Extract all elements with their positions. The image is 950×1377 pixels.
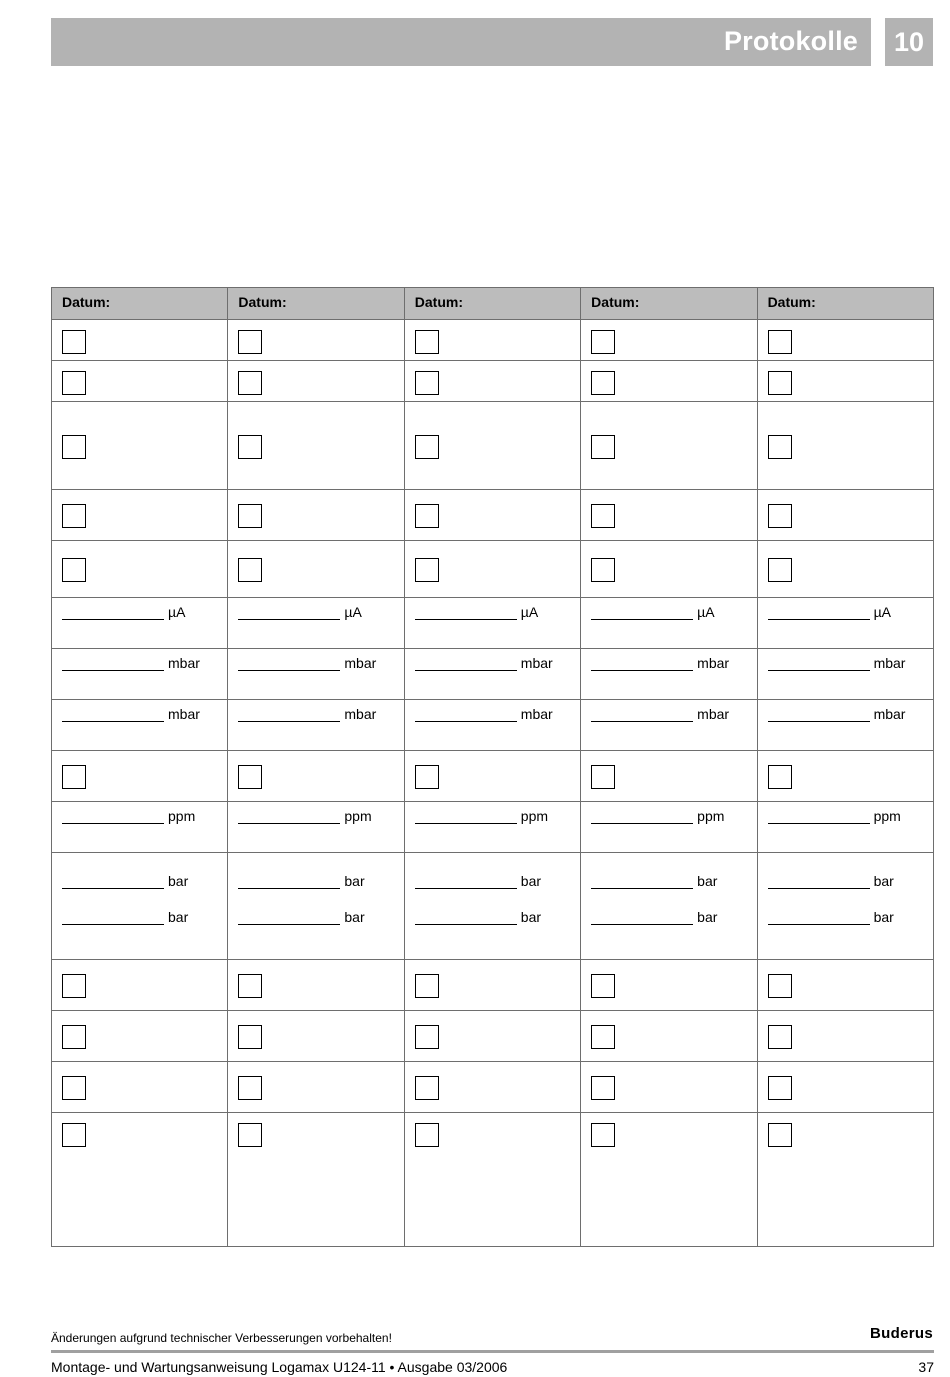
protocol-row [52, 361, 934, 402]
fill-in-line[interactable] [62, 873, 164, 889]
protocol-cell [581, 320, 757, 361]
protocol-cell [52, 361, 228, 402]
measurement-field[interactable] [228, 889, 403, 925]
protocol-header-row [52, 288, 934, 320]
checkbox[interactable] [768, 1076, 792, 1100]
protocol-cell [757, 1062, 933, 1113]
protocol-cell [52, 541, 228, 598]
date-column-header: Datum: [228, 288, 404, 320]
fill-in-line[interactable] [591, 604, 693, 620]
fill-in-line[interactable] [415, 706, 517, 722]
measurement-field[interactable] [581, 889, 756, 925]
protocol-cell [52, 1011, 228, 1062]
protocol-cell [404, 1113, 580, 1247]
unit-label: µA [344, 604, 362, 620]
unit-label: ppm [520, 808, 549, 824]
checkbox[interactable] [768, 435, 792, 459]
checkbox[interactable] [591, 371, 615, 395]
measurement-field[interactable] [581, 649, 756, 671]
fill-in-line[interactable] [768, 655, 870, 671]
checkbox[interactable] [415, 1123, 439, 1147]
protocol-row [52, 1062, 934, 1113]
checkbox[interactable] [415, 504, 439, 528]
page-number: 37 [918, 1359, 934, 1375]
protocol-row [52, 700, 934, 751]
unit-label: ppm [697, 808, 725, 824]
protocol-cell [581, 802, 757, 853]
checkbox[interactable] [238, 1025, 262, 1049]
protocol-cell [757, 649, 933, 700]
checkbox[interactable] [238, 558, 262, 582]
protocol-row [52, 541, 934, 598]
measurement-field[interactable] [228, 802, 403, 824]
protocol-cell [581, 649, 757, 700]
checkbox[interactable] [415, 558, 439, 582]
checkbox[interactable] [62, 1076, 86, 1100]
protocol-cell [581, 960, 757, 1011]
fill-in-line[interactable] [591, 873, 693, 889]
protocol-cell [581, 1113, 757, 1247]
protocol-cell [52, 1062, 228, 1113]
checkbox[interactable] [591, 435, 615, 459]
fill-in-line[interactable] [62, 909, 164, 925]
checkbox[interactable] [415, 435, 439, 459]
checkbox[interactable] [238, 371, 262, 395]
checkbox[interactable] [591, 974, 615, 998]
protocol-cell [228, 700, 404, 751]
protocol-row [52, 402, 934, 490]
protocol-row [52, 853, 934, 960]
protocol-cell [757, 490, 933, 541]
unit-label: µA [520, 604, 539, 620]
checkbox[interactable] [768, 558, 792, 582]
unit-label: bar [697, 909, 718, 925]
fill-in-line[interactable] [768, 706, 870, 722]
chapter-badge [885, 18, 933, 66]
measurement-field[interactable] [581, 853, 756, 889]
protocol-cell [228, 802, 404, 853]
protocol-row [52, 1011, 934, 1062]
measurement-field[interactable] [52, 598, 227, 620]
measurement-field[interactable] [758, 889, 933, 925]
fill-in-line[interactable] [768, 909, 870, 925]
header-bar [51, 18, 871, 66]
checkbox[interactable] [62, 330, 86, 354]
unit-label: bar [520, 909, 542, 925]
protocol-cell [404, 802, 580, 853]
protocol-cell [404, 598, 580, 649]
measurement-field[interactable] [758, 853, 933, 889]
protocol-row [52, 649, 934, 700]
footer-divider [51, 1350, 934, 1353]
measurement-field[interactable] [758, 700, 933, 722]
protocol-cell [404, 1062, 580, 1113]
protocol-cell [228, 361, 404, 402]
unit-label: µA [168, 604, 186, 620]
protocol-cell [404, 649, 580, 700]
checkbox[interactable] [415, 1025, 439, 1049]
fill-in-line[interactable] [768, 808, 870, 824]
protocol-row [52, 598, 934, 649]
unit-label: mbar [873, 706, 906, 722]
date-column-header: Datum: [581, 288, 757, 320]
fill-in-line[interactable] [768, 873, 870, 889]
fill-in-line[interactable] [62, 808, 164, 824]
protocol-cell [757, 1011, 933, 1062]
protocol-cell [757, 402, 933, 490]
fill-in-line[interactable] [62, 655, 164, 671]
fill-in-line[interactable] [238, 909, 340, 925]
fill-in-line[interactable] [238, 873, 340, 889]
protocol-cell [404, 853, 580, 960]
protocol-cell [404, 490, 580, 541]
checkbox[interactable] [591, 1123, 615, 1147]
date-column-header: Datum: [404, 288, 580, 320]
fill-in-line[interactable] [62, 604, 164, 620]
protocol-cell [228, 960, 404, 1011]
checkbox[interactable] [591, 558, 615, 582]
checkbox[interactable] [238, 330, 262, 354]
measurement-field[interactable] [52, 649, 227, 671]
protocol-cell [228, 490, 404, 541]
fill-in-line[interactable] [591, 706, 693, 722]
unit-label: mbar [168, 706, 200, 722]
measurement-field[interactable] [758, 598, 933, 620]
fill-in-line[interactable] [238, 808, 340, 824]
protocol-cell [228, 320, 404, 361]
checkbox[interactable] [415, 765, 439, 789]
checkbox[interactable] [768, 1123, 792, 1147]
chapter-number: 10 [893, 27, 925, 57]
protocol-row [52, 490, 934, 541]
checkbox[interactable] [238, 765, 262, 789]
measurement-field[interactable] [405, 889, 580, 925]
measurement-field[interactable] [405, 700, 580, 722]
protocol-cell [228, 649, 404, 700]
fill-in-line[interactable] [591, 909, 693, 925]
unit-label: bar [520, 873, 542, 889]
checkbox[interactable] [415, 1076, 439, 1100]
brand-logo: Buderus [870, 1325, 933, 1342]
protocol-cell [228, 402, 404, 490]
protocol-cell [228, 1011, 404, 1062]
protocol-cell [52, 1113, 228, 1247]
checkbox[interactable] [768, 330, 792, 354]
date-column-header: Datum: [757, 288, 933, 320]
fill-in-line[interactable] [415, 909, 517, 925]
fill-in-line[interactable] [238, 655, 340, 671]
protocol-cell [757, 361, 933, 402]
protocol-cell [581, 598, 757, 649]
fill-in-line[interactable] [62, 706, 164, 722]
checkbox[interactable] [591, 330, 615, 354]
protocol-cell [228, 853, 404, 960]
protocol-cell [581, 1062, 757, 1113]
protocol-cell [52, 320, 228, 361]
unit-label: mbar [344, 706, 377, 722]
protocol-cell [757, 1113, 933, 1247]
unit-label: bar [344, 909, 365, 925]
protocol-cell [52, 853, 228, 960]
protocol-row [52, 320, 934, 361]
checkbox[interactable] [238, 435, 262, 459]
checkbox[interactable] [62, 435, 86, 459]
measurement-field[interactable] [228, 598, 403, 620]
unit-label: µA [697, 604, 715, 620]
checkbox[interactable] [238, 974, 262, 998]
protocol-cell [581, 1011, 757, 1062]
protocol-cell [757, 853, 933, 960]
checkbox[interactable] [591, 765, 615, 789]
unit-label: bar [873, 909, 894, 925]
unit-label: µA [873, 604, 891, 620]
protocol-cell [404, 1011, 580, 1062]
measurement-field[interactable] [228, 853, 403, 889]
checkbox[interactable] [768, 765, 792, 789]
checkbox[interactable] [768, 1025, 792, 1049]
protocol-cell [52, 751, 228, 802]
unit-label: bar [344, 873, 365, 889]
measurement-field[interactable] [758, 802, 933, 824]
protocol-cell [581, 751, 757, 802]
protocol-cell [757, 802, 933, 853]
unit-label: mbar [168, 655, 200, 671]
unit-label: bar [168, 909, 189, 925]
protocol-row [52, 802, 934, 853]
date-column-header: Datum: [52, 288, 228, 320]
unit-label: mbar [344, 655, 377, 671]
measurement-field[interactable] [52, 802, 227, 824]
protocol-cell [228, 751, 404, 802]
unit-label: mbar [697, 655, 730, 671]
checkbox[interactable] [238, 1123, 262, 1147]
unit-label: ppm [168, 808, 196, 824]
measurement-field[interactable] [581, 802, 756, 824]
checkbox[interactable] [62, 371, 86, 395]
unit-label: mbar [520, 706, 553, 722]
unit-label: ppm [873, 808, 901, 824]
protocol-cell [52, 490, 228, 541]
protocol-cell [228, 541, 404, 598]
protocol-cell [52, 649, 228, 700]
protocol-cell [52, 598, 228, 649]
measurement-field[interactable] [228, 649, 403, 671]
measurement-field[interactable] [405, 853, 580, 889]
checkbox[interactable] [62, 974, 86, 998]
protocol-cell [52, 700, 228, 751]
protocol-cell [404, 402, 580, 490]
checkbox[interactable] [62, 765, 86, 789]
protocol-cell [581, 541, 757, 598]
checkbox[interactable] [415, 330, 439, 354]
checkbox[interactable] [238, 1076, 262, 1100]
protocol-cell [581, 853, 757, 960]
unit-label: mbar [520, 655, 553, 671]
protocol-cell [757, 541, 933, 598]
checkbox[interactable] [62, 1025, 86, 1049]
checkbox[interactable] [591, 1076, 615, 1100]
protocol-row [52, 960, 934, 1011]
protocol-row [52, 751, 934, 802]
footer-disclaimer: Änderungen aufgrund technischer Verbesserungen vorbehalten! [51, 1331, 392, 1345]
checkbox[interactable] [62, 558, 86, 582]
page-title: Protokolle [723, 26, 858, 56]
fill-in-line[interactable] [591, 655, 693, 671]
fill-in-line[interactable] [768, 604, 870, 620]
protocol-cell [581, 361, 757, 402]
checkbox[interactable] [591, 504, 615, 528]
checkbox[interactable] [62, 1123, 86, 1147]
protocol-cell [757, 960, 933, 1011]
checkbox[interactable] [415, 974, 439, 998]
measurement-field[interactable] [581, 598, 756, 620]
unit-label: ppm [344, 808, 372, 824]
fill-in-line[interactable] [238, 604, 340, 620]
checkbox[interactable] [238, 504, 262, 528]
checkbox[interactable] [768, 504, 792, 528]
protocol-cell [228, 1062, 404, 1113]
protocol-cell [52, 402, 228, 490]
protocol-cell [52, 960, 228, 1011]
unit-label: bar [168, 873, 189, 889]
protocol-cell [404, 541, 580, 598]
fill-in-line[interactable] [415, 873, 517, 889]
checkbox[interactable] [591, 1025, 615, 1049]
protocol-cell [228, 1113, 404, 1247]
protocol-cell [581, 700, 757, 751]
fill-in-line[interactable] [415, 604, 517, 620]
measurement-field[interactable] [581, 700, 756, 722]
protocol-cell [404, 700, 580, 751]
protocol-cell [757, 598, 933, 649]
protocol-cell [404, 361, 580, 402]
checkbox[interactable] [415, 371, 439, 395]
protocol-cell [581, 402, 757, 490]
checkbox[interactable] [768, 371, 792, 395]
fill-in-line[interactable] [591, 808, 693, 824]
protocol-cell [757, 700, 933, 751]
measurement-field[interactable] [52, 700, 227, 722]
measurement-field[interactable] [52, 853, 227, 889]
unit-label: mbar [873, 655, 906, 671]
protocol-cell [404, 751, 580, 802]
checkbox[interactable] [768, 974, 792, 998]
protocol-row [52, 1113, 934, 1247]
measurement-field[interactable] [228, 700, 403, 722]
unit-label: bar [697, 873, 718, 889]
measurement-field[interactable] [758, 649, 933, 671]
fill-in-line[interactable] [238, 706, 340, 722]
measurement-field[interactable] [405, 802, 580, 824]
protocol-cell [52, 802, 228, 853]
measurement-field[interactable] [405, 598, 580, 620]
protocol-cell [757, 751, 933, 802]
protocol-cell [404, 320, 580, 361]
fill-in-line[interactable] [415, 808, 517, 824]
unit-label: bar [873, 873, 894, 889]
document-title: Montage- und Wartungsanweisung Logamax U124-11 • Ausgabe 03/2006 [51, 1359, 508, 1375]
measurement-field[interactable] [52, 889, 227, 925]
checkbox[interactable] [62, 504, 86, 528]
protocol-table [51, 287, 934, 1247]
protocol-cell [757, 320, 933, 361]
protocol-cell [228, 598, 404, 649]
unit-label: mbar [697, 706, 730, 722]
measurement-field[interactable] [405, 649, 580, 671]
fill-in-line[interactable] [415, 655, 517, 671]
protocol-cell [581, 490, 757, 541]
protocol-cell [404, 960, 580, 1011]
